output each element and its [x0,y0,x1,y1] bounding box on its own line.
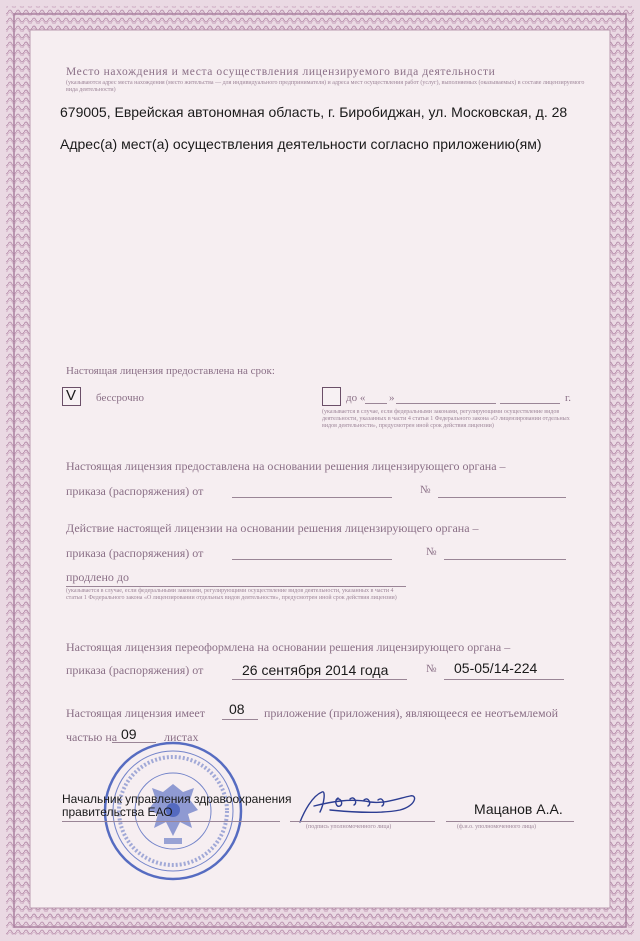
indefinite-label: бессрочно [96,392,145,404]
until-year-line [500,403,560,404]
basis-label: Настоящая лицензия предоставлена на основании решения лицензирующего органа – [66,459,506,473]
position-line [62,821,280,822]
term-note: (указывается в случае, если федеральными законами, регулирующими осуществление видов деятельности, указанных в части 4 статьи 1 Федерального закона «О лицензировании отдельных видов деятельности», предусмотрен иной срок действия лицензии) [322,409,570,429]
signature-line [290,821,435,822]
basis-no: № [420,484,431,496]
activity-places: Адрес(а) мест(а) осуществления деятельности согласно приложению(ям) [60,136,542,152]
name-caption: (ф.и.о. уполномоченного лица) [457,824,536,830]
reissue-date: 26 сентября 2014 года [242,662,389,678]
term-label: Настоящая лицензия предоставлена на срок: [66,365,275,377]
signatory-name: Мацанов А.А. [474,801,563,817]
extension-number-line [444,559,566,560]
until-mid: » [389,392,395,404]
until-prefix: до « [346,392,366,404]
reissue-number: 05-05/14-224 [454,660,538,676]
reissue-date-line [232,679,407,680]
extension-label: Действие настоящей лицензии на основании решения лицензирующего органа – [66,521,479,535]
address-value: 679005, Еврейская автономная область, г. Биробиджан, ул. Московская, д. 28 [60,104,568,120]
extension-note: (указывается в случае, если федеральными законами, регулирующими осуществление видов деятельности, указанных в части 4 статьи 1 Федерального закона «О лицензировании отдельных видов деятельности», предусмотрен иной срок действия лицензии) [66,588,397,601]
appendix-count-line [222,719,258,720]
appendix-suffix: приложение (приложения), являющееся ее неотъемлемой [264,706,558,720]
extension-date-line [232,559,392,560]
basis-date-line [232,497,392,498]
name-line [446,821,574,822]
basis-order: приказа (распоряжения) от [66,484,204,498]
reissue-order: приказа (распоряжения) от [66,663,204,677]
address-title: Место нахождения и места осуществления лицензируемого вида деятельности [66,66,496,78]
until-day-line [365,403,387,404]
reissue-number-line [444,679,564,680]
appendix-prefix: Настоящая лицензия имеет [66,706,205,720]
appendix-sheets-label: листах [164,730,199,744]
appendix-sheets: 09 [121,726,137,742]
signature-caption: (подпись уполномоченного лица) [306,824,392,830]
reissue-no: № [426,663,437,675]
reissue-label: Настоящая лицензия переоформлена на основании решения лицензирующего органа – [66,640,511,654]
extended-until: продлено до [66,570,130,584]
appendix-part: частью на [66,730,118,744]
extension-order: приказа (распоряжения) от [66,546,204,560]
appendix-count: 08 [229,701,245,717]
signatory-position-line2: правительства ЕАО [62,805,173,819]
extended-line [66,586,406,587]
signatory-position-line1: Начальник управления здравоохранения [62,792,292,806]
address-note: (указываются адрес места нахождения (место жительства — для индивидуального предпринимателя) и адреса мест осуществления работ (услуг), выполняемых (оказываемых) в составе лицензируемого вида деятельности) [66,80,585,93]
indefinite-mark: V [66,387,77,404]
until-month-line [396,403,496,404]
until-checkbox [322,387,341,406]
extension-no: № [426,546,437,558]
basis-number-line [438,497,566,498]
until-year-suffix: г. [565,392,572,404]
